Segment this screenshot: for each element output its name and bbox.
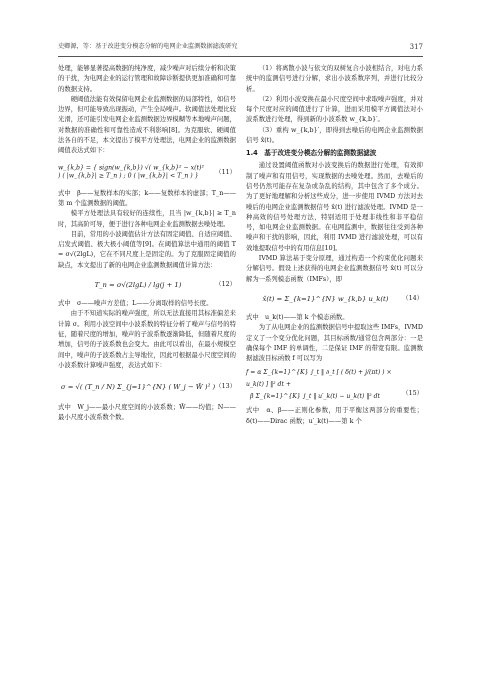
step-3: （3）重构 w_{k,b}′，即得到去噪后的电网企业监测数据信号 x̂(t)。 <box>246 126 423 145</box>
equation-body: T_n = σ√(2lgL) / lg(j + 1) <box>94 281 182 290</box>
equation-number: （11） <box>215 168 236 176</box>
paragraph: 为了从电网企业的监测数据信号中提取这些 IMFs，IVMD 定义了一个变分优化问题，其目标函数/通常包含两部分：一是确保每个 IMF 的单调性，二是保证 IMF 的带宽有限。监测数据滤波目标函数 f 可以写为 <box>246 324 423 363</box>
running-head <box>58 41 423 53</box>
where-clause: 式中 β——复数样本的实部；k——复数样本的虚部；T_n——第 m 个监测数据的阈值。 <box>58 189 236 207</box>
equation-body: σ = √( (T_n / N) Σ_{j=1}^{N} ( W_j − W̄ )² ) <box>60 383 216 392</box>
where-clause: 式中 α、β——正则化参数，用于平衡这两部分的重要性；δ(t)——Dirac 函数；u′_k(t)——第 k 个 <box>246 407 423 425</box>
equation-13 <box>58 374 236 400</box>
equation-number: （12） <box>215 281 236 289</box>
paragraph: 目前，常用的小波阈值估计方法有固定阈值、自适应阈值、启发式阈值、极大极小阈值等[9]。在阈值算法中通用的阈值 T = σ√(2lgL)，它在不同尺度上是固定的。为了克服固定阈值的缺点，本文提出了新的电网企业监测数据阈值计算方法： <box>58 230 236 269</box>
where-clause: 式中 u_k(t)——第 k 个模态函数。 <box>246 313 349 321</box>
paragraph: 硬阈值法能有效保留电网企业监测数据的局部特性，如信号边界，但可能导致出现振动，产生全局噪声。软阈值法处理比较光滑，还可能引发电网企业监测数据边界模糊等本地噪声问题，对数据的准确性和可靠性造成不利影响[8]。为克服软、硬阈值法各自的不足，本文提出了模平方处理法，电网企业的监测数据阈值表达式如下： <box>58 95 236 155</box>
step-2: （2）利用小波变换在最小尺度空间中求取噪声强度，并对每个尺度对应的阈值进行了计算，进而采用模平方阈值法对小波系数进行处理，得到新的小波系数 w_{k,b}′。 <box>246 95 423 124</box>
equation-11 <box>58 160 236 186</box>
equation-body: w_{k,b} = { sign(w_{k,b}) √( w_{k,b}² − x(t)² ) ( |w_{k,b}| ≥ T_n ) ; 0 ( |w_{k,b}| < T_n ) } <box>58 164 204 180</box>
paragraph: 由于不知道实际的噪声强度，所以无法直接用其标准偏差来计算 σ。利用小波空间中小波系数的特征分析了噪声与信号的特征，随着尺度的增加，噪声的子波系数逐渐降低，但随着尺度的增加，信号的子波系数也会变大。由此可以看出，在最小规模空间中，噪声的子波系数占主导地位，因此可根据最小尺度空间的小波系数计算噪声强度，表达式如下： <box>58 310 236 369</box>
paragraph: IVMD 算法基于变分原理，通过构造一个约束优化问题来分解信号。假设上述获得的电网企业监测数据信号 x̂(t) 可以分解为一系列模态函数（IMFs），即 <box>246 255 423 283</box>
paragraph: 模平方处理法具有较好的连续性，且当 |w_{k,b}| ≥ T_n 时，其高阶可导，便于进行各种电网企业监测数据去噪处理。 <box>58 210 236 228</box>
paragraph: 通过设置阈值函数对小波变换后的数据进行处理，有效抑制了噪声和有用信号，实现数据的去噪处理。然而，去噪后的信号仍然可能存在复杂或杂乱的结构，其中包含了多个成分。为了更好地理解和分析这些成分，进一步使用 IVMD 方法对去噪后的电网企业监测数据信号 x̂(t) 进行滤波处理。IVMD 是一种高效的信号处理方法，特别适用于处理非线性和非平稳信号，如电网企业监测数据。在电网监测中，数据往往受到各种噪声和干扰的影响，因此，利用 IVMD 进行滤波处理，可以有效地提取信号中的有用信息[10]。 <box>246 162 423 252</box>
equation-number: （13） <box>215 383 236 391</box>
section-heading: 1.4 基于改进变分模态分解的监测数据滤波 <box>246 149 377 158</box>
where-clause: 式中 σ——噪声方差值；L——分离取样的信号长度。 <box>58 300 213 308</box>
step-1: （1）将离散小波与依文的双树复合小波相结合，对电力系统中的监测信号进行分解，求出小波系数序列，并进行比较分析。 <box>246 65 423 93</box>
page-number: 317 <box>409 43 423 51</box>
equation-body: x̂(t) = Σ_{k=1}^{N} w_{k,b} u_k(t) <box>262 294 389 303</box>
right-column <box>246 64 423 427</box>
header-rule <box>58 56 423 57</box>
running-title: 史卿源，等：基于改进变分模态分解的电网企业监测数据滤波研究 <box>58 43 238 50</box>
equation-line-2: β Σ_{k=1}^{K} ∫_t ‖ u′_k(t) − u_k(t) ‖² dt <box>250 393 380 401</box>
equation-15 <box>246 367 423 403</box>
paragraph: 处理，能够显著提高数据的纯净度，减少噪声对后续分析和决策的干扰，为电网企业的运行管理和故障诊断提供更加准确和可靠的数据支持。 <box>58 65 236 93</box>
equation-12 <box>58 274 236 296</box>
equation-number: （15） <box>402 390 423 398</box>
equation-number: （14） <box>402 294 423 302</box>
left-column <box>58 64 236 424</box>
equation-body <box>246 367 404 403</box>
equation-line-1: f = α Σ_{k=1}^{K} ∫_t ‖ ∂_t [ ( δ(t) + j/(πt) ) × u_k(t) ] ‖² dt + <box>246 369 392 389</box>
where-clause: 式中 W_j——最小尺度空间的小波系数；W̄——均值；N——最小尺度小波系数个数。 <box>58 404 236 422</box>
equation-14 <box>246 288 423 310</box>
